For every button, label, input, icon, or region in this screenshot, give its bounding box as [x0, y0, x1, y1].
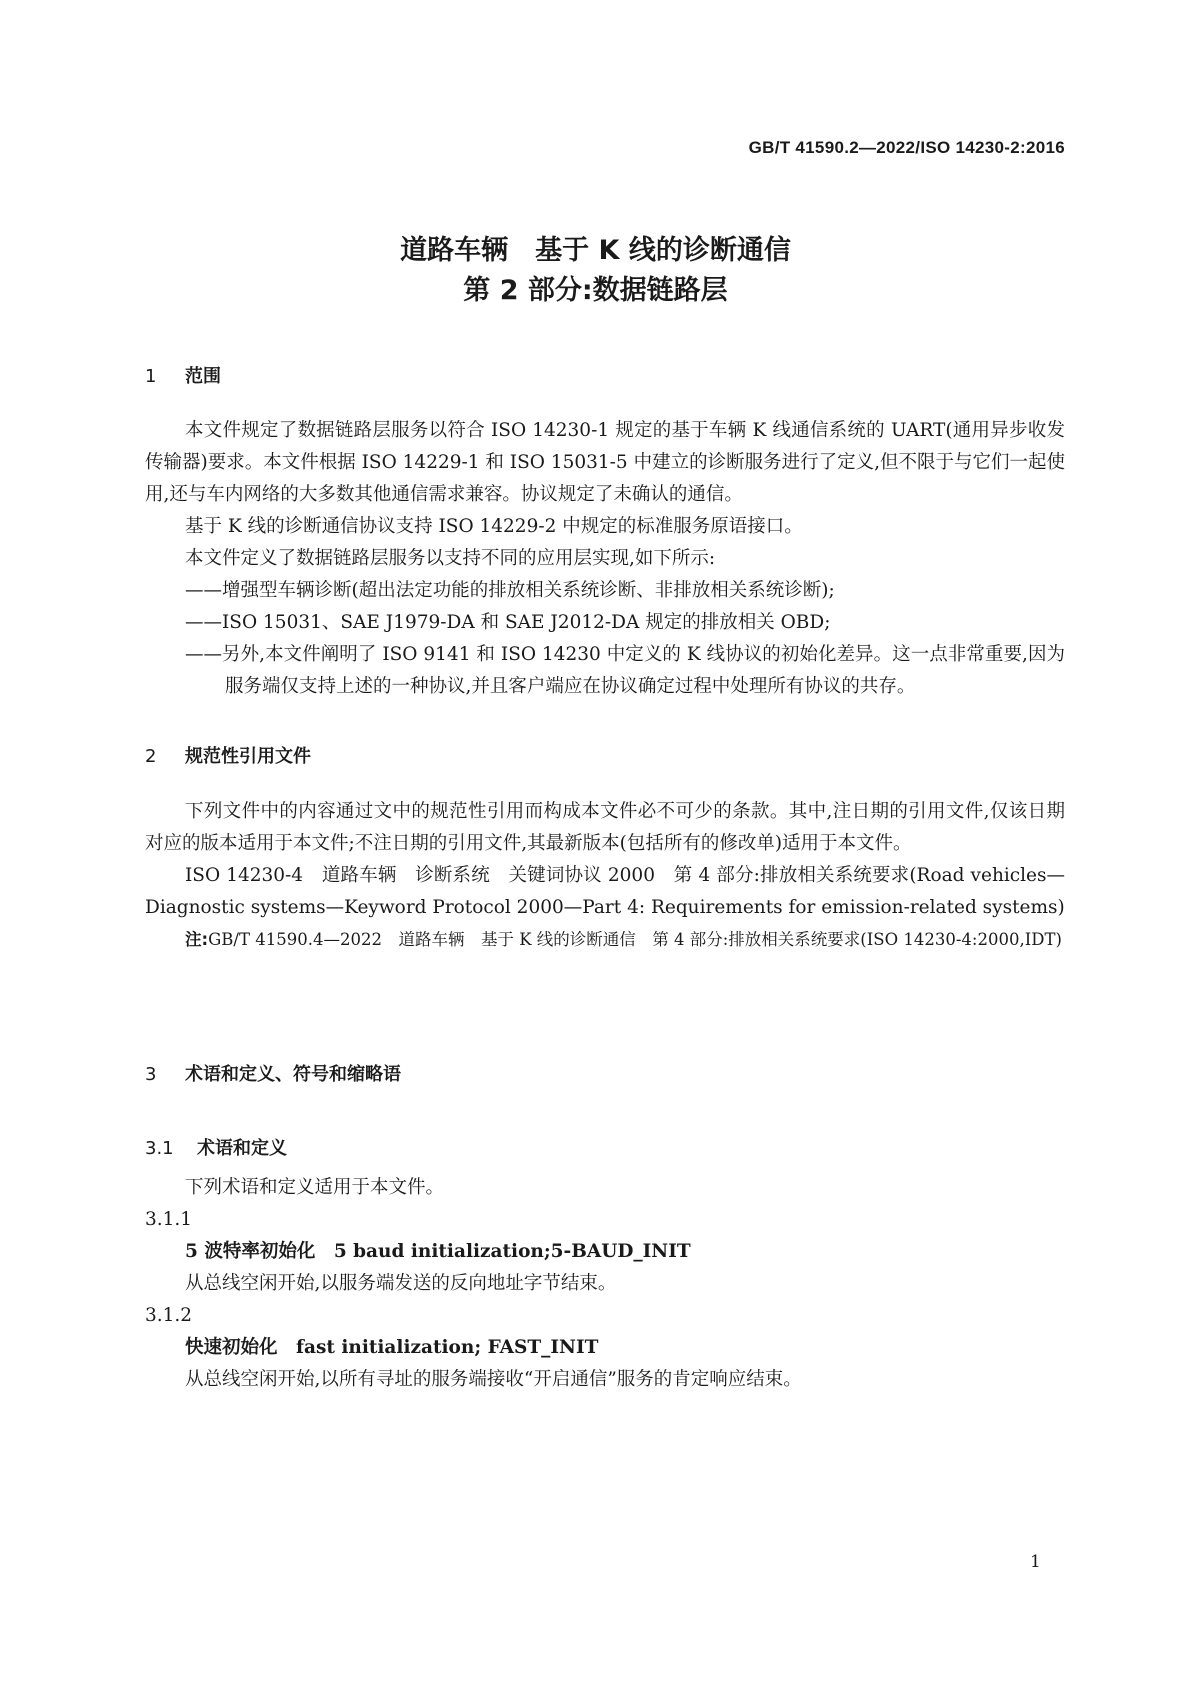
section-2-heading: [145, 742, 311, 768]
section-1-body: [145, 415, 1065, 703]
paragraph: 下列术语和定义适用于本文件。: [185, 1177, 445, 1198]
section-title: 术语和定义、符号和缩略语: [185, 1064, 401, 1085]
term-name: 5 波特率初始化 5 baud initialization;5-BAUD_INIT: [185, 1241, 691, 1262]
page-number: 1: [1030, 1552, 1041, 1572]
title-line-1: 道路车辆 基于 K 线的诊断通信: [400, 235, 791, 266]
note: [145, 924, 1065, 956]
document-header: GB/T 41590.2—2022/ISO 14230-2:2016: [748, 138, 1065, 157]
list-item: ——增强型车辆诊断(超出法定功能的排放相关系统诊断、非排放相关系统诊断);: [185, 580, 835, 601]
paragraph: 下列文件中的内容通过文中的规范性引用而构成本文件必不可少的条款。其中,注日期的引用文件,仅该日期对应的版本适用于本文件;不注日期的引用文件,其最新版本(包括所有的修改单)适用于本文件。: [145, 801, 1065, 854]
paragraph: 本文件规定了数据链路层服务以符合 ISO 14230-1 规定的基于车辆 K 线通信系统的 UART(通用异步收发传输器)要求。本文件根据 ISO 14229-1 和 ISO 15031-5 中建立的诊断服务进行了定义,但不限于与它们一起使用,还与车内网络的大多数其他通信需求兼容。协议规定了未确认的通信。: [145, 420, 1065, 505]
note-label: 注:: [185, 930, 209, 949]
paragraph: 本文件定义了数据链路层服务以支持不同的应用层实现,如下所示:: [185, 548, 716, 569]
subsection-title: 术语和定义: [197, 1138, 287, 1159]
subsection-number: 3.1: [145, 1138, 174, 1159]
list-item: ——另外,本文件阐明了 ISO 9141 和 ISO 14230 中定义的 K 线协议的初始化差异。这一点非常重要,因为服务端仅支持上述的一种协议,并且客户端应在协议确定过程中处理所有协议的共存。: [185, 644, 1065, 697]
section-title: 范围: [185, 366, 221, 387]
section-3-heading: [145, 1060, 401, 1086]
section-1-heading: [145, 362, 221, 388]
term-definition: 从总线空闲开始,以服务端发送的反向地址字节结束。: [185, 1273, 617, 1294]
terms-body: [145, 1172, 1065, 1396]
section-number: 3: [145, 1064, 157, 1085]
section-title: 规范性引用文件: [185, 746, 311, 767]
section-2-body: [145, 796, 1065, 956]
term-definition: 从总线空闲开始,以所有寻址的服务端接收“开启通信”服务的肯定响应结束。: [185, 1369, 802, 1390]
note-text: GB/T 41590.4—2022 道路车辆 基于 K 线的诊断通信 第 4 部分:排放相关系统要求(ISO 14230-4:2000,IDT): [208, 930, 1062, 949]
term-number: 3.1.1: [145, 1209, 193, 1230]
term-number: 3.1.2: [145, 1305, 193, 1326]
subsection-3-1-heading: [145, 1134, 287, 1160]
term-name: 快速初始化 fast initialization; FAST_INIT: [185, 1337, 599, 1358]
paragraph: 基于 K 线的诊断通信协议支持 ISO 14229-2 中规定的标准服务原语接口。: [185, 516, 803, 537]
section-number: 2: [145, 746, 157, 767]
title-line-2: 第 2 部分:数据链路层: [463, 275, 728, 306]
normative-reference: ISO 14230-4 道路车辆 诊断系统 关键词协议 2000 第 4 部分:排放相关系统要求(Road vehicles—Diagnostic systems—Keyword Protocol 2000—Part 4: Requirements for emission-related systems): [145, 865, 1065, 918]
section-number: 1: [145, 366, 157, 387]
list-item: ——ISO 15031、SAE J1979-DA 和 SAE J2012-DA 规定的排放相关 OBD;: [185, 612, 831, 633]
